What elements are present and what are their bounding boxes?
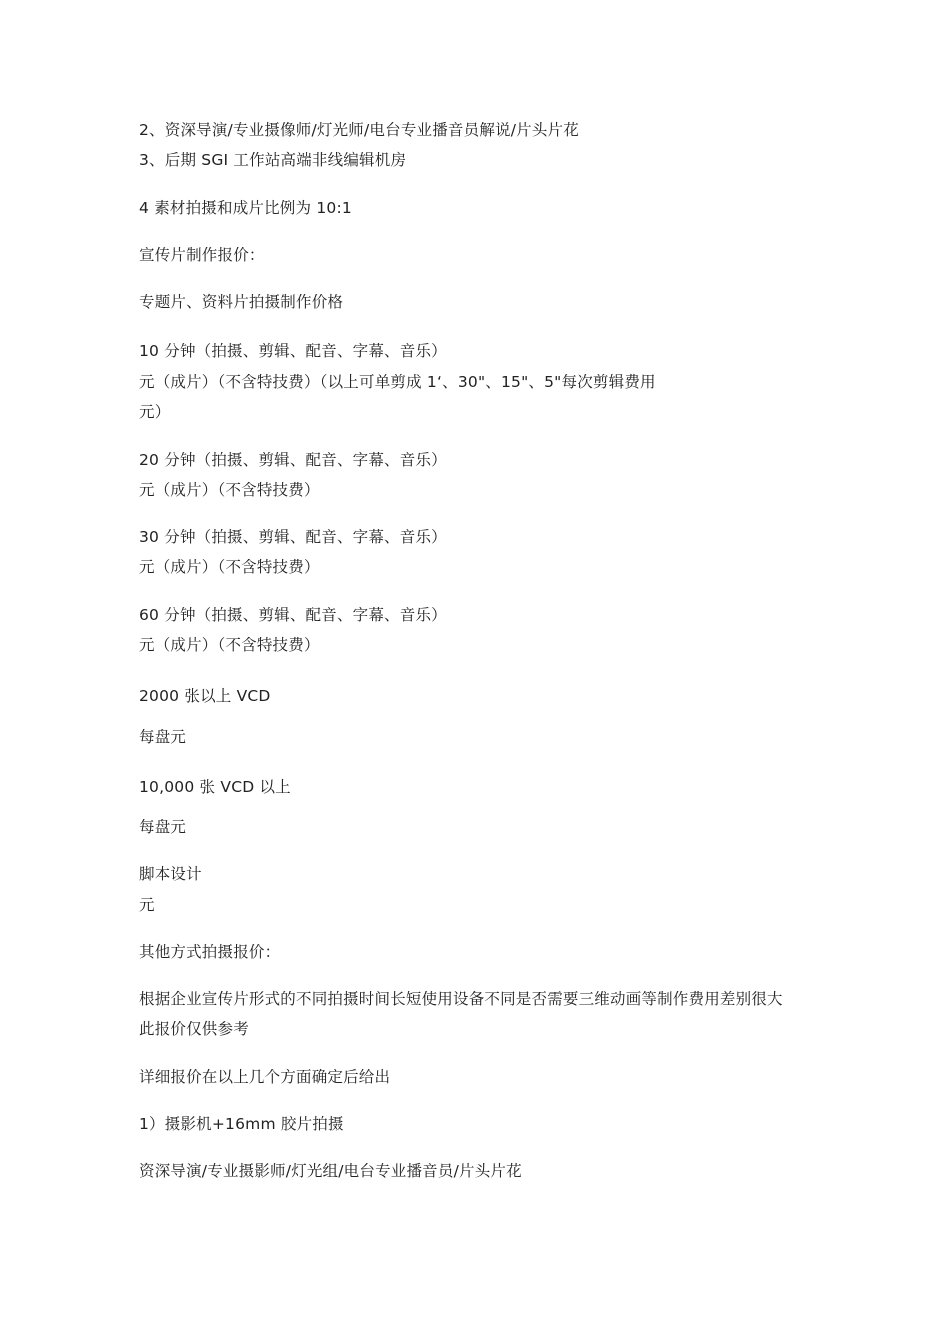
- text-line: 1）摄影机+16mm 胶片拍摄: [139, 1115, 344, 1133]
- price-item-title: 2000 张以上 VCD: [139, 687, 271, 705]
- price-item-title: 60 分钟（拍摄、剪辑、配音、字幕、音乐）: [139, 606, 447, 624]
- price-item-detail: 元（成片）（不含特技费）（以上可单剪成 1‘、30"、15"、5"每次剪辑费用: [139, 373, 656, 391]
- price-item-title: 10,000 张 VCD 以上: [139, 778, 291, 796]
- price-item-detail: 元）: [139, 403, 171, 421]
- price-item-title: 20 分钟（拍摄、剪辑、配音、字幕、音乐）: [139, 451, 447, 469]
- section-heading: 宣传片制作报价：: [139, 246, 265, 264]
- price-item-title: 30 分钟（拍摄、剪辑、配音、字幕、音乐）: [139, 528, 447, 546]
- text-line: 此报价仅供参考: [139, 1020, 249, 1038]
- text-line: 4 素材拍摄和成片比例为 10:1: [139, 199, 352, 217]
- price-item-detail: 元（成片）（不含特技费）: [139, 558, 320, 576]
- text-line: 根据企业宣传片形式的不同拍摄时间长短使用设备不同是否需要三维动画等制作费用差别很大: [139, 990, 783, 1008]
- text-line: 专题片、资料片拍摄制作价格: [139, 293, 344, 311]
- section-heading: 其他方式拍摄报价：: [139, 943, 281, 961]
- text-line: 2、资深导演/专业摄像师/灯光师/电台专业播音员解说/片头片花: [139, 121, 579, 139]
- text-line: 详细报价在以上几个方面确定后给出: [139, 1068, 391, 1086]
- price-item-detail: 元（成片）（不含特技费）: [139, 481, 320, 499]
- text-line: 资深导演/专业摄影师/灯光组/电台专业播音员/片头片花: [139, 1162, 522, 1180]
- price-item-detail: 元: [139, 896, 155, 914]
- price-item-detail: 每盘元: [139, 728, 187, 746]
- price-item-detail: 每盘元: [139, 818, 187, 836]
- price-item-title: 脚本设计: [139, 865, 202, 883]
- text-line: 3、后期 SGI 工作站高端非线编辑机房: [139, 151, 407, 169]
- price-item-title: 10 分钟（拍摄、剪辑、配音、字幕、音乐）: [139, 342, 447, 360]
- price-item-detail: 元（成片）（不含特技费）: [139, 636, 320, 654]
